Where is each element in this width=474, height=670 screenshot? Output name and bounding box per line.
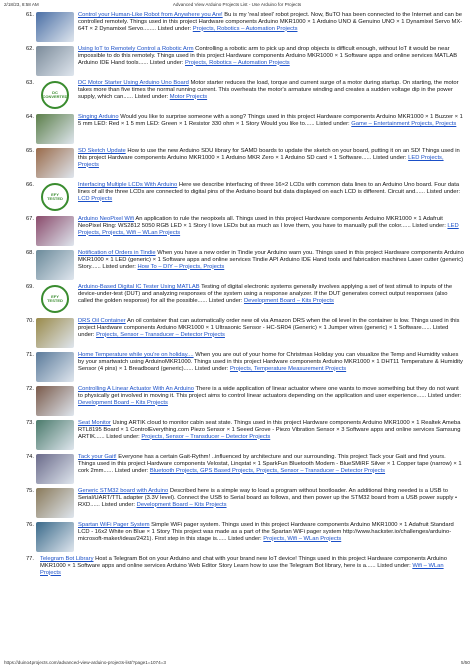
list-item (14, 420, 464, 450)
item-number: 76. (25, 522, 34, 528)
item-description (78, 386, 464, 406)
item-description (78, 148, 464, 168)
item-number: 75. (25, 488, 34, 494)
project-title-link[interactable]: Home Temperature while you're on holiday.... (78, 352, 194, 358)
item-number: 72. (25, 386, 34, 392)
list-item (14, 352, 464, 382)
project-title-link[interactable]: Controlling A Linear Actuator With An Arduino (78, 386, 195, 392)
list-item (14, 182, 464, 212)
project-thumbnail-photo[interactable] (36, 148, 74, 178)
item-description (40, 556, 464, 576)
list-item (14, 148, 464, 178)
project-title-link[interactable]: Spartan WiFi Pager System (78, 522, 150, 528)
item-description (78, 522, 464, 542)
item-description (78, 488, 464, 508)
item-number: 61. (25, 12, 34, 18)
print-header (4, 2, 470, 10)
list-item (14, 284, 464, 314)
project-thumbnail-photo[interactable] (36, 522, 74, 552)
project-summary: There is a wide application of linear actuator where one wants to move something but they do not want to physically get involved in moving it. This project aims to control linear actuators depending on the application and user experience...... Listed under: (78, 386, 462, 399)
project-title-link[interactable]: Interfacing Multiple LCDs With Arduino (78, 182, 178, 188)
item-description (78, 250, 464, 270)
project-thumbnail[interactable] (36, 182, 74, 212)
project-thumbnail-photo[interactable] (36, 352, 74, 382)
category-links[interactable]: LED Projects, Projects, Wifi – WLan Projects (78, 222, 459, 236)
project-thumbnail-photo[interactable] (36, 454, 74, 484)
project-summary: Described here is a simple way to load a program without bootloader. An additional thing needed is a USB to Serial/UART/TTL adapter (3.3V level). Connect the USB to Serial board as follows, and then power up the STM32 board from a USB power supply • RXD...... Listed under: (78, 488, 458, 508)
project-list (14, 12, 464, 580)
list-item (14, 80, 464, 110)
category-links[interactable]: Projects, Robotics – Automation Projects (192, 25, 298, 32)
project-title-link[interactable]: Control your Human-Like Robot from Anywhere you Are! (78, 12, 223, 18)
project-summary: Motor starter reduces the load, torque and current surge of a motor during startup. On starting, the motor takes more than five times the normal running current. This overheats the motor's armature winding and creates a sudden voltage dip in the power supply, which can...... Listed under: (78, 80, 459, 100)
project-title-link[interactable]: DRS Oil Container (78, 318, 126, 324)
project-title-link[interactable]: Notification of Orders in Tindie (78, 250, 156, 256)
category-links[interactable]: Projects, Wifi – WLan Projects (263, 535, 342, 542)
item-description (78, 114, 464, 128)
print-datetime: 2/18/23, 8:58 AM (4, 2, 39, 7)
print-footer (4, 660, 470, 668)
list-item (14, 454, 464, 484)
project-thumbnail-photo[interactable] (36, 114, 74, 144)
project-thumbnail-photo[interactable] (36, 216, 74, 246)
project-summary: Testing of digital electronic systems generally involves applying a set of test stimuli to inputs of the device-under-test (DUT) and analyzing responses of the system using a response analyzer. If the DUT generates correct output responses (also called the golden response) for all the possible...... Listed under: (78, 284, 453, 304)
item-number: 68. (25, 250, 34, 256)
category-links[interactable]: Development Board – Kits Projects (78, 399, 168, 406)
category-links[interactable]: Development Board – Kits Projects (243, 297, 334, 304)
category-links[interactable]: Projects, Temperature Measurement Projects (229, 365, 347, 372)
project-summary: Host a Telegram Bot on your Arduino and chat with your brand new IoT device! Things used in this project Hardware components Arduino MKR1000 × 1 Software apps and online services Arduino Web Editor Story Learn how to use the Telegram Bot library, here is a...... Listed under: (40, 556, 447, 569)
project-title-link[interactable]: Tack your Gait! (78, 454, 117, 460)
project-summary: When you are out of your home for Christmas Holiday you can visualize the Temp and Humidity values by your smartwatch using ArduinoMKR1000. Things used in this project Hardware components Arduino MKR1000 × 1 DHT11 Temperature & Humidity Sensor (4 pins) × 1 Breadboard (generic)...... Listed under: (78, 352, 463, 372)
list-item (14, 318, 464, 348)
project-summary: An oil container that can automatically order new oil via Amazon DRS when the oil level in the container is low. Things used in this project Hardware components Arduino MKR1000 × 1 Ultrasonic Sensor - HC-SR04 (Generic) × 1 Jumper wires (generic) × 1 Software...... Listed under: (78, 318, 460, 338)
list-item (14, 488, 464, 518)
project-title-link[interactable]: Seat Monitor (78, 420, 111, 426)
project-thumbnail-photo[interactable] (36, 250, 74, 280)
item-number: 62. (25, 46, 34, 52)
category-links[interactable]: Projects, Robotics – Automation Projects (184, 59, 290, 66)
efy-tested-badge-icon: EFY TESTED (41, 183, 69, 211)
item-number: 77. (25, 556, 34, 562)
project-thumbnail[interactable] (36, 80, 74, 110)
project-thumbnail-photo[interactable] (36, 386, 74, 416)
category-links[interactable]: Game – Entertainment Projects, Projects (351, 120, 457, 127)
project-thumbnail-photo[interactable] (36, 488, 74, 518)
project-summary: Here we describe interfacing of three 16×2 LCDs with common data lines to an Arduino Uno board. Four data lines of all the three LCDs are connected to digital pins of the Arduino board but data displayed on each LCD is different. Circuit and...... Listed under: (78, 182, 461, 195)
project-title-link[interactable]: Singing Arduino (78, 114, 119, 120)
project-summary: Would you like to surprise someone with a song? Things used in this project Hardware components Arduino MKR1000 × 1 Buzzer × 1 5 mm LED: Red × 1 5 mm LED: Green × 1 Resistor 330 ohm × 1 Story Would you like to...... Listed under: (78, 114, 463, 127)
project-title-link[interactable]: Arduino NeoPixel Wifi (78, 216, 135, 222)
project-thumbnail-photo[interactable] (36, 420, 74, 450)
list-item (14, 522, 464, 552)
category-links[interactable]: Motor Projects (169, 93, 208, 100)
item-number: 67. (25, 216, 34, 222)
category-links[interactable]: LCD Projects (78, 195, 113, 202)
project-summary: Everyone has a certain Gait-Rythm! ..influenced by architecture and our surrounding. This project Tack your Gait and find yours. Things used in this project Hardware components Velostat, Linqstat × 1 SparkFun Bluetooth Modem - BlueSMiRF Silver × 1 Copper tape (narrow) × 1 cork 2mm...... Listed under: (78, 454, 462, 474)
project-title-link[interactable]: Generic STM32 board with Arduino (78, 488, 169, 494)
project-title-link[interactable]: Using IoT to Remotely Control a Robotic Arm (78, 46, 194, 52)
item-number: 74. (25, 454, 34, 460)
print-page-number: 5/50 (461, 660, 470, 665)
category-links[interactable]: Wifi – WLan Projects (40, 562, 444, 576)
print-url: https://duino4projects.com/advanced-view-arduino-projects-list/?page1=1074=3 (4, 660, 166, 665)
item-number: 63. (25, 80, 34, 86)
list-item (14, 216, 464, 246)
project-summary: When you have a new order in Tindie your Arduino warn you. Things used in this project Hardware components Arduino MKR1000 × 1 LED (generic) × 1 Software apps and online services Tindie API Arduino IDE Hand tools and fabrication machines Laser cutter (generic) Story...... Listed under: (78, 250, 464, 270)
item-number: 65. (25, 148, 34, 154)
list-item (14, 386, 464, 416)
project-title-link[interactable]: SD Sketch Update (78, 148, 126, 154)
list-item (14, 250, 464, 280)
list-item (14, 46, 464, 76)
project-thumbnail-photo[interactable] (36, 12, 74, 42)
category-links[interactable]: Projects, Sensor – Transducer – Detector Projects (96, 331, 225, 338)
item-description (78, 454, 464, 474)
category-links[interactable]: Bluetooth Projects, GPS Based Projects, Projects, Sensor – Transducer – Detector Projects (149, 467, 386, 474)
item-number: 71. (25, 352, 34, 358)
item-description (78, 80, 464, 100)
project-title-link[interactable]: DC Motor Starter Using Arduino Uno Board (78, 80, 189, 86)
print-page-title: Advanced View Arduino Projects List - Use Arduino for Projects (172, 2, 302, 7)
efy-tested-badge-icon: DC CONVERTED (41, 81, 69, 109)
project-thumbnail-photo[interactable] (36, 318, 74, 348)
category-links[interactable]: Projects, Sensor – Transducer – Detector Projects (141, 433, 271, 440)
project-title-link[interactable]: Telegram Bot Library (40, 556, 94, 562)
project-summary: An application to rule the neopixels all. Things used in this project Hardware components Arduino MKR1000 × 1 Adafruit NeoPixel Ring: WS2812 5050 RGB LED × 1 Story I love LEDs but as much as I love them, you have to manually pull the color...... Listed under: (78, 216, 448, 229)
item-description (78, 318, 464, 338)
item-description (78, 216, 464, 236)
list-item (14, 114, 464, 144)
item-description (78, 284, 464, 304)
category-links[interactable]: LED Projects, Projects (78, 154, 444, 168)
project-summary: Bu is my 'real steel' robot project. Now, BuTO has been connected to the Internet and can be controlled remotely. Things used in this project Hardware components Arduino MKR1000 × 1 Arduino UNO & Genuino UNO × 1 Dynamixel Servo MX-64T × 2 Dynamixel Servo........ Listed under: (78, 12, 463, 32)
item-number: 73. (25, 420, 34, 426)
efy-tested-badge-icon: EFY TESTED (41, 285, 69, 313)
item-description (78, 352, 464, 372)
item-number: 64. (25, 114, 34, 120)
list-item (14, 556, 464, 576)
item-number: 70. (25, 318, 34, 324)
item-description (78, 182, 464, 202)
project-summary: How to use the new Arduino SDU library for SAMD boards to update the sketch on your board, putting it on an SD! Things used in this project Hardware components Arduino MKR1000 × 1 Arduino MKR Zero × 1 Arduino SD card × 1 Software...... Listed under: (78, 148, 460, 161)
item-number: 69. (25, 284, 34, 290)
item-description (78, 420, 464, 440)
item-number: 66. (25, 182, 34, 188)
project-summary: Using ARTIK cloud to monitor cabin seat state. Things used in this project Hardware components Arduino MKR1000 × 1 Realtek Ameba RTL8195 Board × 1 ControlEverything.com Piezo Sensor × 1 Seeed Grove - Piezo Vibration Sensor × 3 Software apps and online services Samsung ARTIK...... Listed under: (78, 420, 461, 440)
list-item (14, 12, 464, 42)
project-title-link[interactable]: Arduino-Based Digital IC Tester Using MATLAB (78, 284, 200, 290)
project-thumbnail-photo[interactable] (36, 46, 74, 76)
category-links[interactable]: How To – DIY – Projects, Projects (137, 263, 225, 270)
item-description (78, 46, 464, 66)
category-links[interactable]: Development Board – Kits Projects (136, 501, 227, 508)
item-description (78, 12, 464, 32)
project-thumbnail[interactable] (36, 284, 74, 314)
project-summary: Controlling a robotic arm to pick up and drop objects is difficult enough, without IoT it would be near impossible to do this remotely. Things used in this project Hardware components Arduino MKR1000 × 1 Software apps and online services MATLAB Arduino IDE Hand tools...... Listed under: (78, 46, 458, 66)
project-summary: Simple WiFi pager system. Things used in this project Hardware components Arduino MKR1000 × 1 Adafruit Standard LCD - 16x2 White on Blue × 1 Story This project was made as a part of the Spartan WiFi pager system http://www.hackster.io/challenges/arduino-microsoft-maker/ideas/2421). First step in this stage is...... Listed under: (78, 522, 454, 542)
